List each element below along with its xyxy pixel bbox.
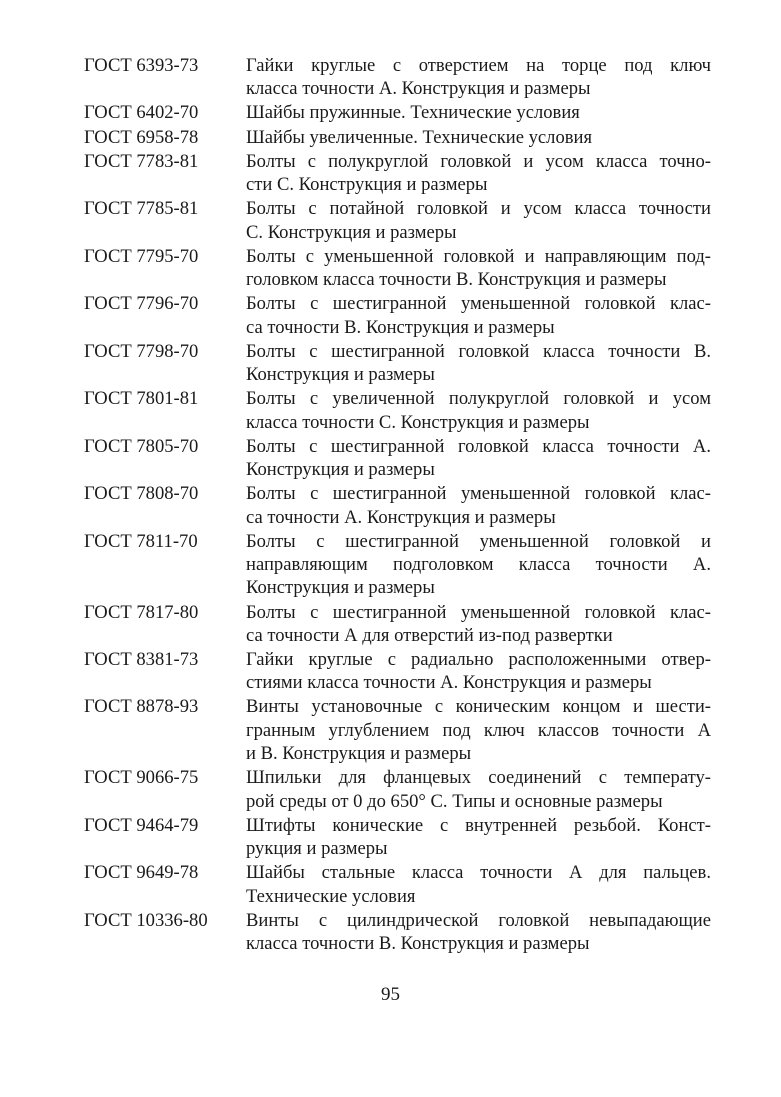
description-line: Штифты конические с внутренней резьбой. Конст- [246, 814, 711, 836]
description-line: Конструкция и размеры [246, 459, 435, 481]
standard-entry [84, 435, 711, 482]
description-line: Шайбы пружинные. Технические условия [246, 102, 580, 124]
standard-code: ГОСТ 6402-70 [84, 102, 199, 124]
standard-entry [84, 245, 711, 292]
standard-entry [84, 814, 711, 861]
description-line: Шайбы увеличенные. Технические условия [246, 126, 593, 148]
description-line: класса точности В. Конструкция и размеры [246, 933, 590, 955]
description-line: Болты с шестигранной уменьшенной головкой клас- [246, 483, 711, 505]
description-line: класса точности А. Конструкция и размеры [246, 78, 591, 100]
standard-description [246, 126, 711, 149]
standard-description [246, 530, 711, 600]
standard-code: ГОСТ 6958-78 [84, 126, 199, 148]
description-line: Гайки круглые с отверстием на торце под ключ [246, 55, 711, 76]
description-line: Болты с шестигранной уменьшенной головкой клас- [246, 601, 711, 623]
standard-description [246, 814, 711, 861]
description-line: Болты с шестигранной уменьшенной головкой клас- [246, 293, 711, 315]
standard-entry [84, 101, 711, 124]
description-line: направляющим подголовком класса точности А. [246, 554, 711, 576]
standard-description [246, 435, 711, 482]
standard-code: ГОСТ 9066-75 [84, 767, 199, 789]
description-line: Шайбы стальные класса точности А для пальцев. [246, 862, 711, 884]
standard-code: ГОСТ 7783-81 [84, 150, 199, 172]
standard-entry [84, 197, 711, 244]
standard-code: ГОСТ 9464-79 [84, 814, 199, 836]
description-line: рукция и размеры [246, 838, 388, 860]
standard-code: ГОСТ 10336-80 [84, 909, 208, 931]
description-line: и В. Конструкция и размеры [246, 743, 472, 765]
standard-code: ГОСТ 8381-73 [84, 649, 199, 670]
description-line: Конструкция и размеры [246, 364, 435, 386]
standard-description [246, 766, 711, 813]
standard-code: ГОСТ 7785-81 [84, 198, 199, 220]
standard-description [246, 648, 711, 695]
description-line: Конструкция и размеры [246, 577, 435, 599]
description-line: сти С. Конструкция и размеры [246, 174, 488, 196]
standard-entry [84, 861, 711, 908]
standard-code: ГОСТ 7805-70 [84, 435, 199, 457]
description-line: Технические условия [246, 885, 416, 907]
standard-entry [84, 126, 711, 149]
standard-description [246, 601, 711, 648]
standard-description [246, 909, 711, 956]
standard-description [246, 197, 711, 244]
description-line: Болты с шестигранной головкой класса точности А. [246, 435, 711, 457]
description-line: Винты установочные с коническим концом и шести- [246, 696, 711, 718]
description-line: Болты с уменьшенной головкой и направляющим под- [246, 245, 711, 267]
standard-description [246, 695, 711, 765]
standard-code: ГОСТ 7798-70 [84, 340, 199, 362]
standard-description [246, 482, 711, 529]
description-line: С. Конструкция и размеры [246, 221, 457, 243]
description-line: головком класса точности В. Конструкция и размеры [246, 269, 667, 291]
standard-code: ГОСТ 7795-70 [84, 245, 199, 267]
standard-entry [84, 648, 711, 695]
standard-entry [84, 150, 711, 197]
description-line: са точности В. Конструкция и размеры [246, 316, 555, 338]
standard-entry [84, 695, 711, 765]
standard-description [246, 861, 711, 908]
standard-description [246, 292, 711, 339]
description-line: Болты с шестигранной уменьшенной головкой и [246, 530, 711, 552]
description-line: стиями класса точности А. Конструкция и размеры [246, 672, 652, 694]
standard-entry [84, 292, 711, 339]
standard-description [246, 101, 711, 124]
standard-entry [84, 601, 711, 648]
standard-code: ГОСТ 7817-80 [84, 601, 199, 623]
description-line: рой среды от 0 до 650° С. Типы и основные размеры [246, 790, 663, 812]
standard-code: ГОСТ 9649-78 [84, 862, 199, 884]
standard-code: ГОСТ 8878-93 [84, 696, 199, 718]
standard-code: ГОСТ 7801-81 [84, 388, 199, 410]
standard-entry [84, 54, 711, 101]
description-line: са точности А для отверстий из-под развертки [246, 624, 613, 646]
standard-code: ГОСТ 6393-73 [84, 55, 199, 76]
description-line: Болты с полукруглой головкой и усом класса точно- [246, 150, 711, 172]
description-line: Болты с увеличенной полукруглой головкой и усом [246, 388, 711, 410]
standard-description [246, 387, 711, 434]
standard-entry [84, 340, 711, 387]
standard-code: ГОСТ 7808-70 [84, 483, 199, 505]
description-line: гранным углублением под ключ классов точности А [246, 719, 711, 741]
standard-description [246, 54, 711, 101]
description-line: са точности А. Конструкция и размеры [246, 506, 556, 528]
standard-description [246, 150, 711, 197]
standard-description [246, 245, 711, 292]
standard-description [246, 340, 711, 387]
description-line: Болты с шестигранной головкой класса точности В. [246, 340, 711, 362]
standard-code: ГОСТ 7796-70 [84, 293, 199, 315]
description-line: Шпильки для фланцевых соединений с температу- [246, 767, 711, 789]
description-line: Гайки круглые с радиально расположенными отвер- [246, 649, 711, 670]
description-line: класса точности С. Конструкция и размеры [246, 411, 590, 433]
page-number: 95 [381, 984, 400, 1005]
description-line: Болты с потайной головкой и усом класса точности [246, 198, 711, 220]
standard-entry [84, 387, 711, 434]
standards-list [84, 54, 711, 956]
standard-entry [84, 482, 711, 529]
standard-entry [84, 530, 711, 600]
standard-entry [84, 766, 711, 813]
standard-entry [84, 909, 711, 956]
standard-code: ГОСТ 7811-70 [84, 530, 198, 552]
description-line: Винты с цилиндрической головкой невыпадающие [246, 909, 711, 931]
